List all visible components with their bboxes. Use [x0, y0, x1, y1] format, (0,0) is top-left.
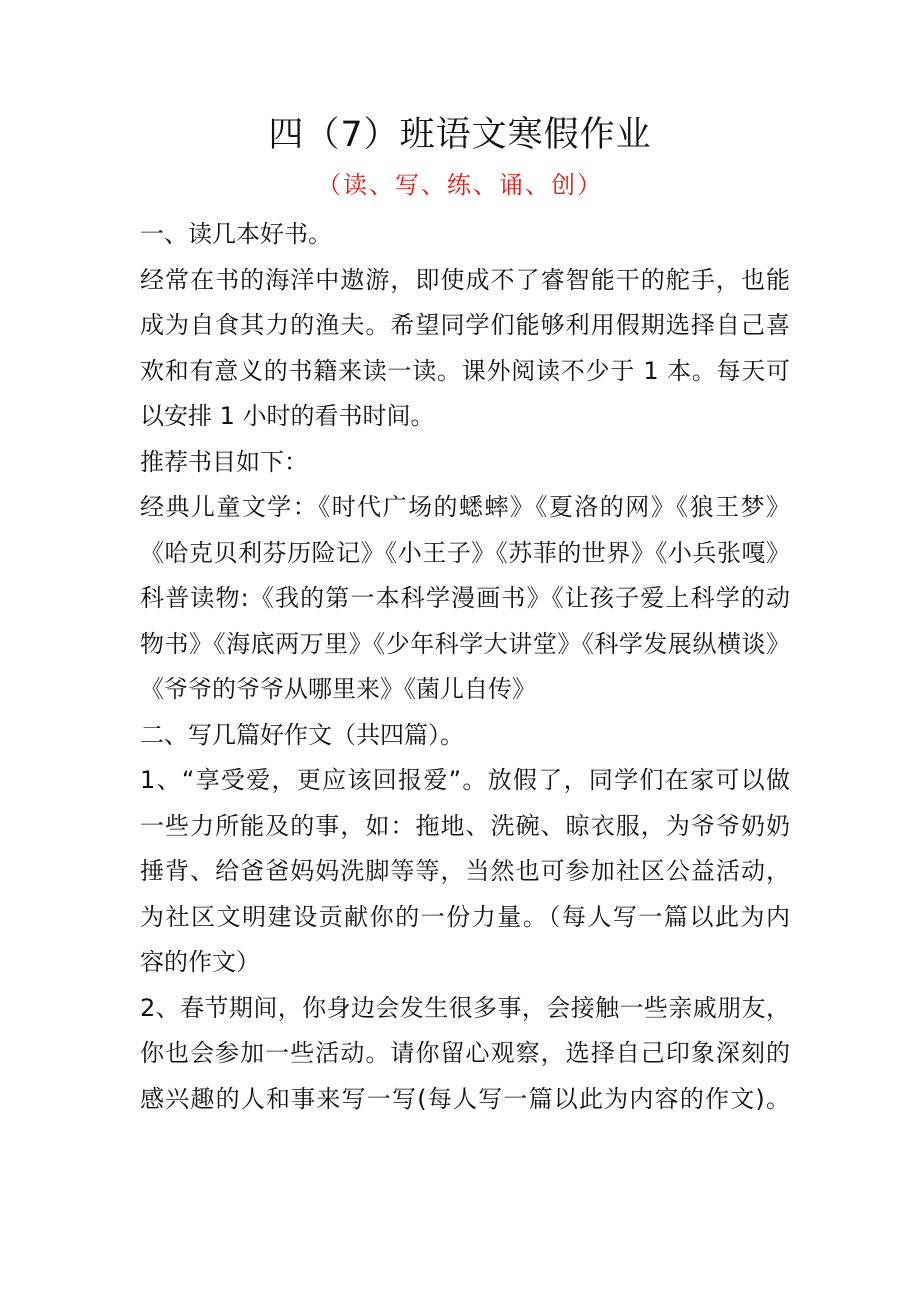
book-list-line: 物书》《海底两万里》《少年科学大讲堂》《科学发展纵横谈》 — [140, 629, 790, 658]
paragraph-line: 成为自食其力的渔夫。希望同学们能够利用假期选择自己喜 — [140, 311, 790, 339]
book-list-line: 科普读物:《我的第一本科学漫画书》《让孩子爱上科学的动 — [140, 584, 790, 612]
paragraph-line: 经常在书的海洋中遨游，即使成不了睿智能干的舵手，也能 — [140, 265, 790, 294]
paragraph-line: 2、春节期间，你身边会发生很多事，会接触一些亲戚朋友， — [140, 993, 790, 1022]
page-subtitle: （读、写、练、诵、创） — [317, 171, 603, 199]
page-title: 四（7）班语文寒假作业 — [268, 115, 652, 155]
paragraph-line: 1、“享受爱，更应该回报爱”。放假了，同学们在家可以做 — [140, 766, 790, 794]
paragraph-line: 容的作文） — [140, 948, 260, 976]
document-body — [140, 212, 790, 1122]
paragraph-line: 欢和有意义的书籍来读一读。课外阅读不少于 1 本。每天可 — [140, 356, 790, 385]
book-list-line: 《哈克贝利芬历险记》《小王子》《苏菲的世界》《小兵张嘎》 — [140, 538, 790, 567]
section-heading-writing: 二、写几篇好作文（共四篇）。 — [140, 720, 464, 749]
book-list-line: 经典儿童文学：《时代广场的蟋蟀》《夏洛的网》《狼王梦》 — [140, 493, 790, 521]
paragraph-line: 感兴趣的人和事来写一写(每人写一篇以此为内容的作文)。 — [140, 1084, 790, 1113]
paragraph-line: 一些力所能及的事，如：拖地、洗碗、晾衣服，为爷爷奶奶 — [140, 811, 790, 840]
recommended-books-heading: 推荐书目如下： — [140, 447, 308, 476]
book-list-line: 《爷爷的爷爷从哪里来》《菌儿自传》 — [140, 675, 536, 703]
paragraph-line: 你也会参加一些活动。请你留心观察，选择自己印象深刻的 — [140, 1039, 790, 1067]
paragraph-line: 为社区文明建设贡献你的一份力量。（每人写一篇以此为内 — [140, 902, 790, 931]
section-heading-reading: 一、读几本好书。 — [140, 220, 332, 248]
paragraph-line: 以安排 1 小时的看书时间。 — [140, 402, 435, 430]
paragraph-line: 捶背、给爸爸妈妈洗脚等等，当然也可参加社区公益活动， — [140, 857, 790, 885]
